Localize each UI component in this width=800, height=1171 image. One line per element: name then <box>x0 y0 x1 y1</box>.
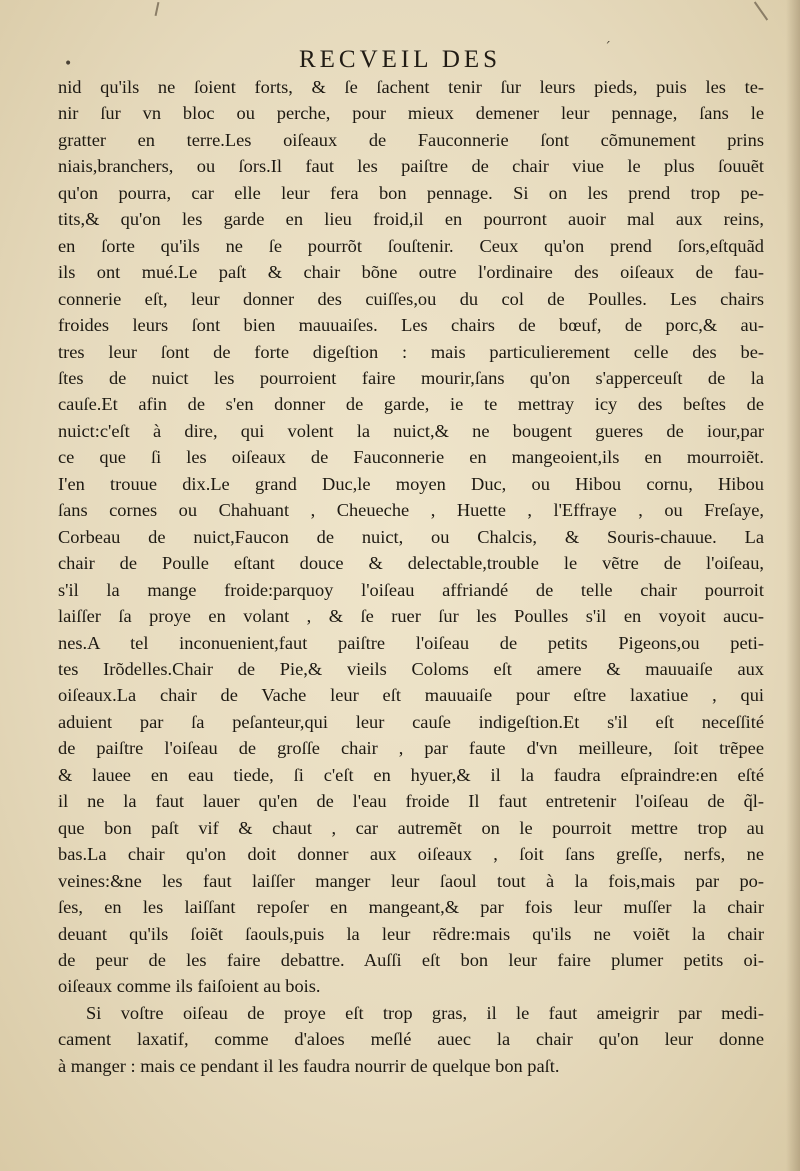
text-line: de peur de les faire debattre. Auſſi eſt bon leur faire plumer petits oi- <box>58 949 764 970</box>
text-line: Corbeau de nuict,Faucon de nuict, ou Chalcis, & Souris-chauue. La <box>58 526 764 547</box>
text-line: & lauee en eau tiede, ſi c'eſt en hyuer,& il la faudra eſpraindre:en eſté <box>58 764 764 785</box>
text-line: oiſeaux comme ils faiſoient au bois. <box>58 976 321 997</box>
text-line: nid qu'ils ne ſoient forts, & ſe ſachent tenir ſur leurs pieds, puis les te- <box>58 77 764 97</box>
ink-speck: • <box>64 56 73 72</box>
text-line: en ſorte qu'ils ne ſe pourrõt ſouſtenir. Ceux qu'on prend ſors,eſtquãd <box>58 235 764 256</box>
body-text <box>58 74 764 1079</box>
text-line: nuict:c'eſt à dire, qui volent la nuict,& ne bougent gueres de iour,par <box>58 420 764 441</box>
text-line: nir ſur vn bloc ou perche, pour mieux demener leur pennage, ſans le <box>58 103 764 124</box>
text-line: il ne la faut lauer qu'en de l'eau froide Il faut entretenir l'oiſeau de q̃l- <box>58 791 764 812</box>
text-line: veines:&ne les faut laiſſer manger leur ſaoul tout à la fois,mais par po- <box>58 870 764 891</box>
text-line: de paiſtre l'oiſeau de groſſe chair , par faute d'vn meilleure, ſoit trẽpee <box>58 738 764 759</box>
text-line: Si voſtre oiſeau de proye eſt trop gras, il le faut ameigrir par medi- <box>86 1002 764 1023</box>
text-line: tes Irõdelles.Chair de Pie,& vieils Coloms eſt amere & mauuaiſe aux <box>58 658 764 679</box>
text-line: à manger : mais ce pendant il les faudra nourrir de quelque bon paſt. <box>58 1055 560 1076</box>
text-line: froides leurs ſont bien mauuaiſes. Les chairs de bœuf, de porc,& au- <box>58 315 764 336</box>
text-line: laiſſer ſa proye en volant , & ſe ruer ſur les Poulles s'il en voyoit aucu- <box>58 606 764 627</box>
text-line: deuant qu'ils ſoiẽt ſaouls,puis la leur rẽdre:mais qu'ils ne voiẽt la chair <box>58 923 764 944</box>
text-line: s'il la mange froide:parquoy l'oiſeau affriandé de telle chair pourroit <box>58 579 764 600</box>
running-header: RECVEIL DES <box>298 46 502 73</box>
text-line: aduient par ſa peſanteur,qui leur cauſe indigeſtion.Et s'il eſt neceſſité <box>58 711 764 732</box>
page-mark <box>155 2 160 16</box>
page-edge-shadow <box>786 0 800 1171</box>
ink-speck: ˊ <box>604 40 611 56</box>
text-line: ſtes de nuict les pourroient faire mourir,ſans qu'on s'apperceuſt de la <box>58 367 764 388</box>
text-line: cament laxatif, comme d'aloes meſlé auec la chair qu'on leur donne <box>58 1029 764 1050</box>
text-line: qu'on pourra, car elle leur fera bon pennage. Si on les prend trop pe- <box>58 182 764 203</box>
text-line: connerie eſt, leur donner des cuiſſes,ou du col de Poulles. Les chairs <box>58 288 764 309</box>
text-line: cauſe.Et afin de s'en donner de garde, ie te mettray icy des beſtes de <box>58 394 764 415</box>
text-line: tits,& qu'on les garde en lieu froid,il en pourront auoir mal aux reins, <box>58 209 764 230</box>
text-line: I'en trouue dix.Le grand Duc,le moyen Duc, ou Hibou cornu, Hibou <box>58 473 764 494</box>
text-line: gratter en terre.Les oiſeaux de Fauconnerie ſont cõmunement prins <box>58 129 764 150</box>
page-mark <box>754 1 768 20</box>
text-line: ſes, en les laiſſant repoſer en mangeant,& par fois leur muſſer la chair <box>58 897 764 918</box>
text-line: oiſeaux.La chair de Vache leur eſt mauuaiſe pour eſtre laxatiue , qui <box>58 685 764 706</box>
text-line: ils ont mué.Le paſt & chair bõne outre l'ordinaire des oiſeaux de fau- <box>58 262 764 283</box>
text-line: ce que ſi les oiſeaux de Fauconnerie en mangeoient,ils en mourroiẽt. <box>58 447 764 468</box>
text-line: nes.A tel inconuenient,faut paiſtre l'oiſeau de petits Pigeons,ou peti- <box>58 632 764 653</box>
text-line: niais,branchers, ou ſors.Il faut les paiſtre de chair viue le plus ſouuẽt <box>58 156 764 177</box>
text-line: ſans cornes ou Chahuant , Cheueche , Huette , l'Effraye , ou Freſaye, <box>58 500 764 521</box>
text-line: tres leur ſont de forte digeſtion : mais particulierement celle des be- <box>58 341 764 362</box>
text-line: que bon paſt vif & chaut , car autremẽt on le pourroit mettre trop au <box>58 817 764 838</box>
text-line: chair de Poulle eſtant douce & delectable,trouble le vẽtre de l'oiſeau, <box>58 553 764 574</box>
text-line: bas.La chair qu'on doit donner aux oiſeaux , ſoit ſans greſſe, nerfs, ne <box>58 844 764 865</box>
